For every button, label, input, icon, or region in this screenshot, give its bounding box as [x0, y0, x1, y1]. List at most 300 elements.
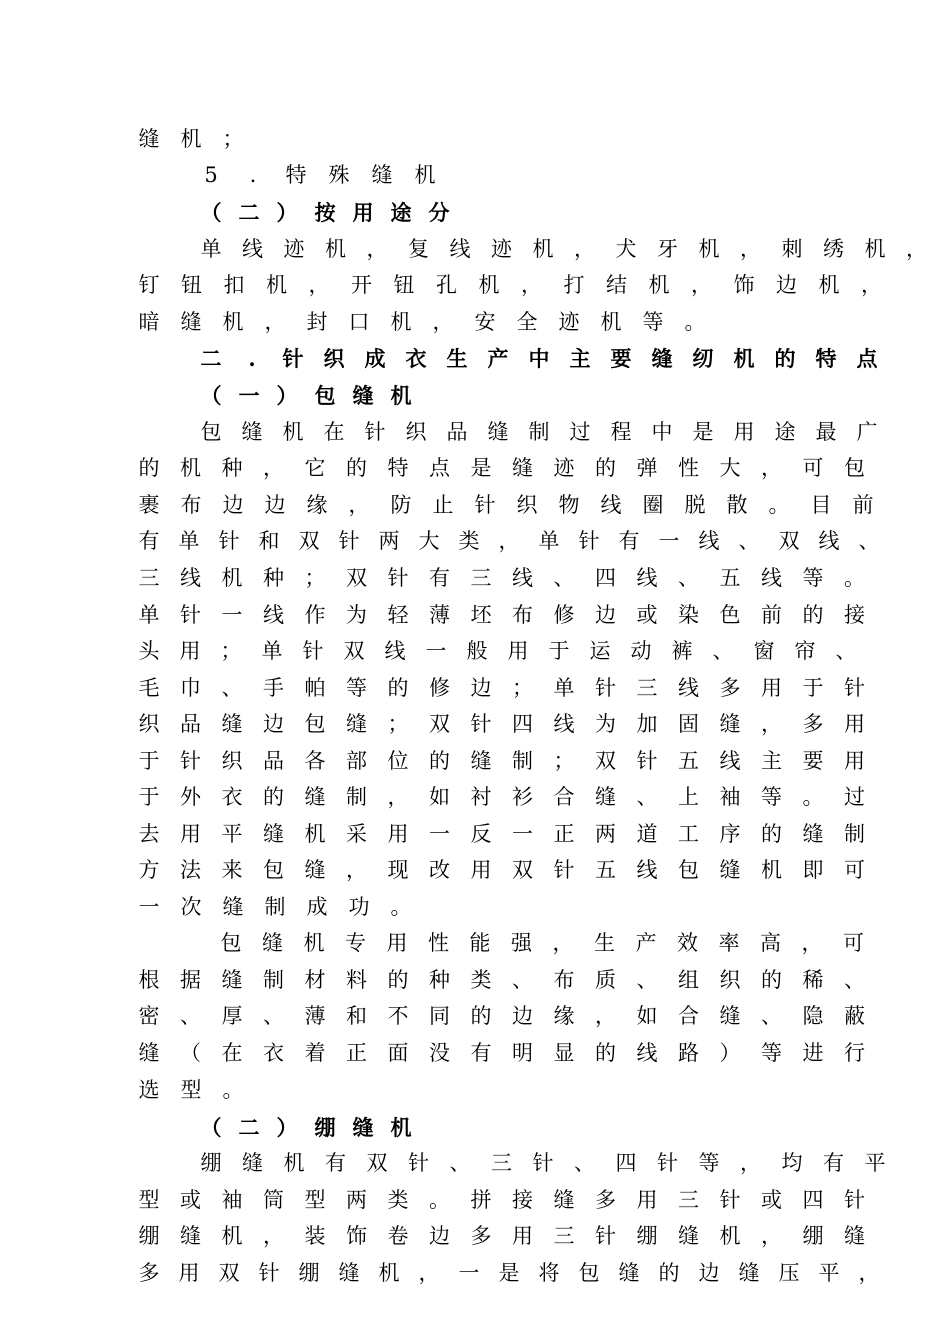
glyph: 线 [761, 566, 782, 590]
glyph: 线 [678, 676, 699, 700]
glyph: 全 [516, 310, 538, 334]
glyph: 缝 [304, 785, 326, 809]
glyph: 类 [387, 1188, 409, 1212]
glyph: 。 [429, 1188, 450, 1212]
glyph: ， [346, 858, 367, 882]
glyph: 。 [684, 310, 706, 334]
glyph: 有 [470, 1041, 492, 1065]
glyph: 一 [238, 383, 260, 408]
glyph: 来 [221, 858, 243, 882]
glyph: 织 [323, 346, 345, 371]
glyph: 止 [432, 493, 454, 517]
glyph: 点 [856, 346, 878, 371]
glyph: 种 [221, 456, 243, 480]
glyph: 口 [348, 310, 370, 334]
glyph: 途 [390, 200, 412, 225]
glyph: 材 [304, 968, 326, 992]
glyph: 针 [258, 1261, 280, 1285]
glyph: 用 [844, 749, 865, 773]
glyph: 途 [774, 420, 796, 444]
glyph: 迹 [553, 456, 575, 480]
glyph: 等 [761, 785, 782, 809]
glyph: 裤 [671, 639, 693, 663]
glyph: 为 [595, 712, 616, 736]
glyph: 机 [390, 1115, 412, 1140]
glyph: 缝 [241, 420, 263, 444]
glyph: 厚 [221, 1004, 243, 1028]
glyph: 品 [180, 712, 201, 736]
glyph: 脱 [684, 493, 706, 517]
glyph: 弹 [636, 456, 658, 480]
glyph: 线 [242, 237, 263, 261]
glyph: 平 [221, 822, 243, 846]
glyph: 可 [802, 456, 824, 480]
glyph: 线 [719, 749, 741, 773]
glyph: 制 [263, 968, 284, 992]
glyph: 种 [429, 968, 450, 992]
glyph: 缝 [138, 127, 160, 151]
glyph: 边 [776, 273, 797, 297]
glyph: 布 [553, 968, 575, 992]
glyph: 线 [512, 566, 533, 590]
glyph: 特 [815, 346, 837, 371]
glyph: 质 [595, 968, 616, 992]
glyph: 平 [864, 1151, 886, 1175]
glyph: 头 [138, 639, 160, 663]
glyph: 二 [238, 1115, 260, 1140]
glyph: 方 [138, 858, 160, 882]
glyph: 袖 [221, 1188, 243, 1212]
glyph: 主 [761, 749, 782, 773]
glyph: 效 [677, 931, 698, 955]
glyph: 合 [678, 1004, 699, 1028]
glyph: 有 [429, 566, 450, 590]
glyph: 前 [852, 493, 874, 517]
glyph: 稀 [802, 968, 824, 992]
glyph: 的 [387, 968, 409, 992]
glyph: 5 [204, 163, 218, 187]
glyph: 针 [338, 529, 360, 553]
glyph: 单 [200, 237, 222, 261]
glyph: 缝 [651, 346, 673, 371]
glyph: 多 [470, 1224, 492, 1248]
glyph: ， [521, 273, 542, 297]
glyph: 针 [282, 346, 304, 371]
glyph: 能 [469, 931, 491, 955]
glyph: 的 [802, 603, 824, 627]
glyph: 是 [692, 420, 714, 444]
glyph: 固 [678, 712, 699, 736]
glyph: 性 [678, 456, 699, 480]
glyph: 产 [487, 346, 509, 371]
glyph: 缝 [221, 712, 243, 736]
glyph: 缝 [352, 383, 374, 408]
glyph: 等 [761, 1041, 782, 1065]
glyph: 孔 [436, 273, 457, 297]
glyph: 机 [390, 383, 412, 408]
glyph: ， [906, 237, 927, 261]
glyph: 牙 [657, 237, 678, 261]
glyph: . [249, 163, 257, 187]
glyph: ； [220, 639, 242, 663]
glyph: 钉 [138, 273, 160, 297]
glyph: 薄 [304, 1004, 326, 1028]
glyph: 缝 [180, 1224, 201, 1248]
glyph: 大 [418, 529, 440, 553]
glyph: 包 [314, 383, 336, 408]
glyph: 目 [810, 493, 832, 517]
glyph: 轻 [387, 603, 409, 627]
glyph: 机 [304, 822, 326, 846]
glyph: 三 [470, 566, 492, 590]
glyph: 采 [346, 822, 367, 846]
glyph: 没 [429, 1041, 450, 1065]
glyph: 、 [180, 1004, 201, 1028]
glyph: 机 [266, 273, 287, 297]
glyph: 多 [719, 676, 741, 700]
glyph: ； [304, 566, 326, 590]
glyph: 功 [348, 895, 370, 919]
glyph: 、 [858, 529, 880, 553]
glyph: 修 [553, 603, 575, 627]
glyph: 缝 [338, 1261, 360, 1285]
glyph: 的 [138, 456, 160, 480]
glyph: 圈 [642, 493, 664, 517]
glyph: 广 [856, 420, 878, 444]
glyph: 于 [138, 749, 160, 773]
glyph: 五 [678, 749, 699, 773]
glyph: 帘 [794, 639, 816, 663]
glyph: 将 [538, 1261, 560, 1285]
glyph: 、 [553, 566, 575, 590]
glyph: 制 [346, 785, 367, 809]
glyph: 机 [378, 1261, 400, 1285]
glyph: 缝 [512, 456, 533, 480]
glyph: 平 [818, 1261, 840, 1285]
glyph: 边 [429, 1224, 450, 1248]
glyph: 是 [498, 1261, 520, 1285]
glyph: 衬 [470, 785, 492, 809]
glyph: 机 [719, 1224, 741, 1248]
glyph: 线 [636, 566, 658, 590]
glyph: 犬 [615, 237, 637, 261]
glyph: 双 [429, 712, 450, 736]
glyph: 性 [428, 931, 449, 955]
glyph: 开 [351, 273, 372, 297]
glyph: 针 [553, 858, 575, 882]
glyph: 机 [600, 310, 622, 334]
glyph: 线 [698, 529, 720, 553]
glyph: 型 [138, 1188, 160, 1212]
glyph: 线 [553, 712, 575, 736]
glyph: 暗 [138, 310, 160, 334]
glyph: 和 [346, 1004, 367, 1028]
glyph: 。 [768, 493, 790, 517]
glyph: 包 [304, 712, 326, 736]
glyph: 为 [346, 603, 367, 627]
glyph: 防 [390, 493, 412, 517]
glyph: 手 [263, 676, 284, 700]
glyph: 最 [815, 420, 837, 444]
glyph: 强 [511, 931, 532, 955]
glyph: 包 [844, 456, 865, 480]
glyph: ， [861, 273, 882, 297]
glyph: 织 [138, 712, 160, 736]
glyph: 、 [636, 968, 658, 992]
glyph: 部 [346, 749, 367, 773]
glyph: ； [553, 749, 575, 773]
glyph: ， [801, 931, 823, 955]
glyph: 线 [449, 237, 471, 261]
glyph: 、 [263, 1004, 284, 1028]
glyph: 织 [221, 749, 243, 773]
glyph: 。 [844, 566, 865, 590]
glyph: 位 [387, 749, 409, 773]
glyph: 的 [658, 1261, 680, 1285]
glyph: 正 [553, 822, 575, 846]
glyph: 殊 [328, 163, 350, 187]
glyph: 用 [733, 420, 755, 444]
glyph: 作 [304, 603, 326, 627]
glyph: 。 [390, 895, 412, 919]
glyph: 包 [200, 420, 222, 444]
glyph: ， [761, 712, 782, 736]
glyph: 双 [595, 749, 616, 773]
glyph: 加 [636, 712, 658, 736]
glyph: 于 [138, 785, 160, 809]
glyph: 中 [528, 346, 550, 371]
glyph: 包 [220, 931, 242, 955]
glyph: ， [387, 785, 409, 809]
glyph: 用 [387, 822, 409, 846]
glyph: 要 [802, 749, 824, 773]
glyph: 机 [532, 237, 554, 261]
glyph: 缝 [844, 1224, 865, 1248]
glyph: 单 [178, 529, 200, 553]
glyph: 型 [180, 1078, 202, 1102]
glyph: 针 [844, 1188, 865, 1212]
glyph: 、 [512, 968, 533, 992]
glyph: 双 [298, 529, 320, 553]
glyph: 单 [138, 603, 160, 627]
glyph: 按 [314, 200, 336, 225]
glyph: 用 [178, 1261, 200, 1285]
glyph: 缝 [719, 712, 741, 736]
glyph: 缝 [470, 749, 492, 773]
glyph: 拼 [470, 1188, 492, 1212]
glyph: 裹 [138, 493, 160, 517]
glyph: 缝 [371, 163, 393, 187]
glyph: 机 [864, 237, 886, 261]
glyph: 边 [264, 493, 286, 517]
glyph: 衫 [512, 785, 533, 809]
glyph: 包 [678, 858, 699, 882]
glyph: 封 [306, 310, 328, 334]
glyph: 物 [558, 493, 580, 517]
glyph: 线 [263, 603, 284, 627]
glyph: 的 [263, 785, 284, 809]
glyph: 工 [678, 822, 699, 846]
glyph: 扣 [223, 273, 245, 297]
glyph: 缝 [221, 968, 243, 992]
glyph: 用 [179, 639, 201, 663]
glyph: 复 [408, 237, 429, 261]
glyph: 结 [606, 273, 627, 297]
glyph: 色 [719, 603, 741, 627]
glyph: 衣 [263, 1041, 284, 1065]
glyph: 接 [844, 603, 865, 627]
glyph: 在 [221, 1041, 243, 1065]
glyph: 缝 [346, 712, 367, 736]
glyph: 帕 [304, 676, 326, 700]
glyph: 缘 [553, 1004, 575, 1028]
glyph: 纫 [692, 346, 714, 371]
glyph: 用 [844, 712, 865, 736]
glyph: 毛 [138, 676, 160, 700]
glyph: ， [691, 273, 712, 297]
glyph: 布 [180, 493, 202, 517]
glyph: 动 [630, 639, 652, 663]
glyph: 、 [835, 639, 857, 663]
glyph: 特 [285, 163, 307, 187]
glyph: 主 [569, 346, 591, 371]
glyph: 缝 [553, 1188, 575, 1212]
glyph: 饰 [346, 1224, 367, 1248]
glyph: 生 [594, 931, 615, 955]
glyph: 中 [651, 420, 673, 444]
glyph: 机 [283, 1151, 305, 1175]
glyph: 次 [180, 895, 202, 919]
glyph: 是 [470, 456, 492, 480]
glyph: 均 [781, 1151, 803, 1175]
glyph: 的 [387, 676, 409, 700]
glyph: 般 [466, 639, 488, 663]
glyph: 如 [429, 785, 450, 809]
glyph: （ [200, 383, 222, 408]
glyph: 上 [678, 785, 699, 809]
glyph: ， [740, 1151, 761, 1175]
glyph: 针 [532, 1151, 554, 1175]
glyph: ， [552, 931, 574, 955]
glyph: 显 [553, 1041, 575, 1065]
glyph: 改 [429, 858, 450, 882]
glyph: 袖 [719, 785, 741, 809]
glyph: 接 [512, 1188, 533, 1212]
glyph: 二 [238, 200, 260, 225]
glyph: 迹 [283, 237, 305, 261]
glyph: 一 [138, 895, 160, 919]
glyph: 机 [303, 931, 325, 955]
glyph: ， [348, 493, 370, 517]
glyph: 制 [844, 822, 865, 846]
glyph: 型 [304, 1188, 326, 1212]
glyph: 针 [657, 1151, 678, 1175]
glyph: 薄 [429, 603, 450, 627]
glyph: 缝 [595, 785, 616, 809]
glyph: 单 [553, 676, 575, 700]
glyph: 于 [802, 676, 824, 700]
glyph: 、 [844, 968, 865, 992]
glyph: 缝 [802, 822, 824, 846]
glyph: 制 [264, 895, 286, 919]
glyph: 三 [138, 566, 160, 590]
glyph: 机 [221, 566, 243, 590]
glyph: 有 [823, 1151, 844, 1175]
glyph: 两 [346, 1188, 367, 1212]
glyph: 分 [428, 200, 450, 225]
glyph: 可 [844, 858, 865, 882]
glyph: 线 [636, 1041, 658, 1065]
glyph: 包 [263, 858, 284, 882]
glyph: 两 [595, 822, 616, 846]
glyph: 缝 [719, 1004, 741, 1028]
glyph: 选 [138, 1078, 160, 1102]
glyph: 机 [282, 420, 304, 444]
glyph: 用 [761, 676, 782, 700]
glyph: 巾 [180, 676, 201, 700]
glyph: 过 [569, 420, 591, 444]
glyph: 多 [595, 1188, 616, 1212]
glyph: 边 [512, 1004, 533, 1028]
glyph: 修 [429, 676, 450, 700]
glyph: 用 [512, 1224, 533, 1248]
glyph: 着 [304, 1041, 326, 1065]
glyph: ， [263, 1224, 284, 1248]
glyph: 制 [528, 420, 550, 444]
glyph: ， [498, 529, 520, 553]
glyph: 前 [761, 603, 782, 627]
glyph: 五 [595, 858, 616, 882]
glyph: 率 [718, 931, 740, 955]
glyph: 或 [180, 1188, 201, 1212]
glyph: 不 [387, 1004, 409, 1028]
glyph: 种 [263, 566, 284, 590]
glyph: 装 [304, 1224, 326, 1248]
glyph: 等 [346, 676, 367, 700]
glyph: 单 [538, 529, 560, 553]
glyph: 机 [180, 127, 202, 151]
glyph: 用 [470, 858, 492, 882]
glyph: 道 [636, 822, 658, 846]
glyph: 缝 [138, 1041, 160, 1065]
glyph: 、 [738, 529, 760, 553]
glyph: 缝 [618, 1261, 640, 1285]
glyph: 织 [719, 968, 741, 992]
glyph: ， [574, 237, 595, 261]
glyph: 单 [261, 639, 283, 663]
glyph: ） [276, 200, 298, 225]
glyph: ， [432, 310, 454, 334]
glyph: 运 [589, 639, 611, 663]
glyph: 品 [446, 420, 468, 444]
glyph: 成 [364, 346, 386, 371]
glyph: 生 [446, 346, 468, 371]
glyph: 线 [180, 566, 201, 590]
glyph: 机 [733, 346, 755, 371]
glyph: 一 [425, 639, 447, 663]
glyph: 过 [844, 785, 865, 809]
glyph: 织 [405, 420, 427, 444]
glyph: ； [387, 712, 409, 736]
glyph: 双 [778, 529, 800, 553]
glyph: 针 [595, 676, 616, 700]
glyph: 或 [636, 603, 658, 627]
glyph: 的 [761, 822, 782, 846]
glyph: 、 [221, 676, 243, 700]
glyph: 明 [512, 1041, 533, 1065]
glyph: 压 [778, 1261, 800, 1285]
glyph: 针 [302, 639, 324, 663]
